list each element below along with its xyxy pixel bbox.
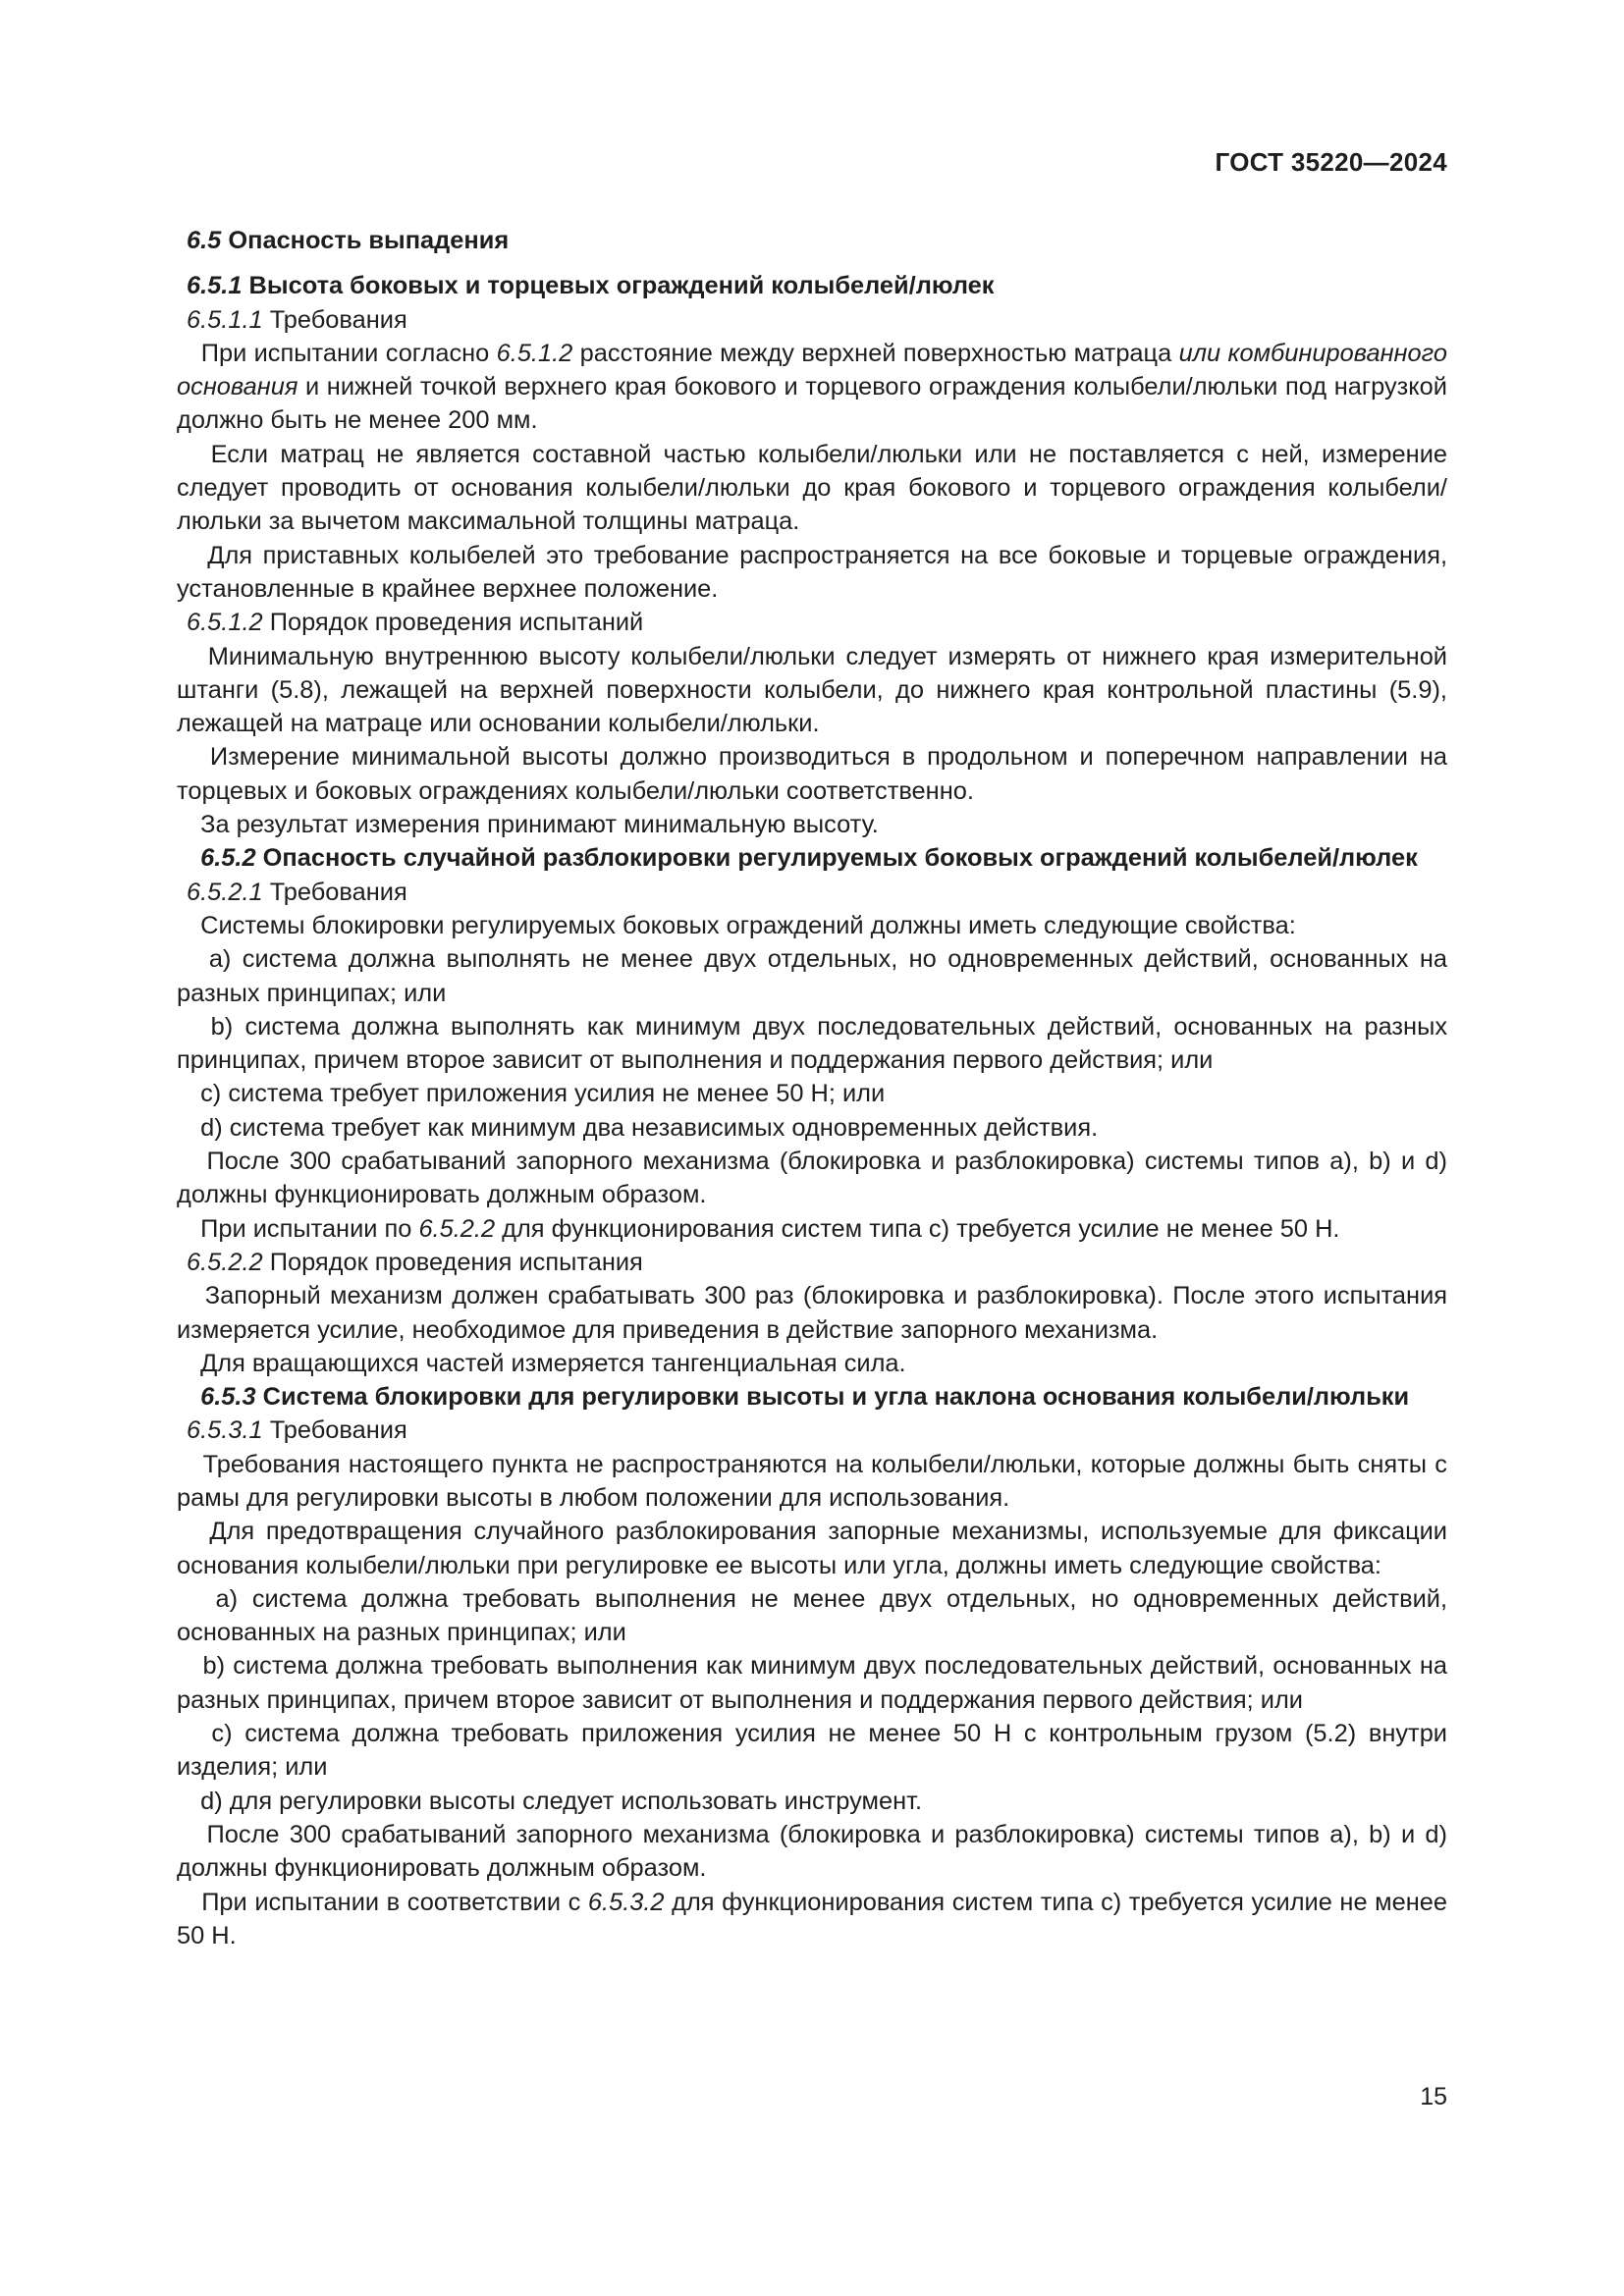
subsection-heading-6-5-2-1: 6.5.2.1 Требования [187,878,407,906]
list-item: а) система должна требовать выполнения не менее двух отдельных, но одновременных действий, основанных на разных принципах; или [177,1584,1448,1647]
page-number: 15 [1420,2083,1447,2110]
list-item: с) система требует приложения усилия не менее 50 Н; или [200,1080,886,1108]
paragraph: Минимальную внутреннюю высоту колыбели/люльки следует измерять от нижнего края измерительной штанги (5.8), лежащей на верхней поверхности колыбели, до нижнего края контрольной пластины (5.9), лежащей на матраце или основании колыбели/люльки. [177,642,1447,738]
subsection-heading-6-5-1-2: 6.5.1.2 Порядок проведения испытаний [187,609,644,637]
paragraph: Измерение минимальной высоты должно производиться в продольном и поперечном направлении на торцевых и боковых ограждениях колыбели/люльки соответственно. [177,743,1447,805]
paragraph: При испытании по 6.5.2.2 для функционирования систем типа с) требуется усилие не менее 50 Н. [200,1214,1340,1243]
paragraph: Запорный механизм должен срабатывать 300 раз (блокировка и разблокировка). После этого испытания измеряется усилие, необходимое для приведения в действие запорного механизма. [177,1282,1448,1344]
list-item: с) система должна требовать приложения усилия не менее 50 Н с контрольным грузом (5.2) внутри изделия; или [177,1720,1447,1782]
paragraph: За результат измерения принимают минимальную высоту. [200,811,879,839]
paragraph: После 300 срабатываний запорного механизма (блокировка и разблокировка) системы типов а), b) и d) должны функционировать должным образом. [177,1820,1447,1883]
subsection-heading-6-5-2-2: 6.5.2.2 Порядок проведения испытания [187,1248,643,1276]
paragraph: Для вращающихся частей измеряется тангенциальная сила. [200,1349,906,1377]
list-item: d) система требует как минимум два независимых одновременных действия. [200,1113,1099,1142]
section-heading-6-5-3: 6.5.3 Система блокировки для регулировки высоты и угла наклона основания колыбели/люльки [200,1383,1410,1412]
list-item: d) для регулировки высоты следует использовать инструмент. [200,1787,922,1815]
paragraph: Для приставных колыбелей это требование распространяется на все боковые и торцевые ограждения, установленные в крайнее верхнее положение. [177,541,1448,603]
paragraph: При испытании согласно 6.5.1.2 расстояние между верхней поверхностью матраца или комбинированного основания и нижней точкой верхнего края бокового и торцевого ограждения колыбели/люльки под нагрузкой должно быть не менее 200 мм. [177,339,1447,435]
subsection-heading-6-5-1-1: 6.5.1.1 Требования [187,305,407,334]
subsection-heading-6-5-3-1: 6.5.3.1 Требования [187,1416,407,1445]
paragraph: При испытании в соответствии с 6.5.3.2 для функционирования систем типа с) требуется усилие не менее 50 Н. [177,1888,1448,1949]
section-heading-6-5: 6.5 Опасность выпадения [187,227,510,254]
list-item: b) система должна выполнять как минимум двух последовательных действий, основанных на разных принципах, причем второе зависит от выполнения и поддержания первого действия; или [177,1012,1448,1075]
paragraph: Требования настоящего пункта не распространяются на колыбели/люльки, которые должны быть сняты с рамы для регулировки высоты в любом положении для использования. [177,1450,1448,1512]
section-heading-6-5-2: 6.5.2 Опасность случайной разблокировки регулируемых боковых ограждений колыбелей/люлек [200,844,1418,873]
paragraph: Системы блокировки регулируемых боковых ограждений должны иметь следующие свойства: [200,911,1296,939]
paragraph: Если матрац не является составной частью колыбели/люльки или не поставляется с ней, измерение следует проводить от основания колыбели/люльки до края бокового и торцевого ограждения колыбели/люльки за вычетом максимальной толщины матраца. [177,440,1447,536]
paragraph: Для предотвращения случайного разблокирования запорные механизмы, используемые для фиксации основания колыбели/люльки при регулировке ее высоты или угла, должны иметь следующие свойства: [177,1518,1447,1579]
list-item: а) система должна выполнять не менее двух отдельных, но одновременных действий, основанных на разных принципах; или [177,945,1447,1007]
standard-designation: ГОСТ 35220—2024 [1215,147,1447,177]
paragraph: После 300 срабатываний запорного механизма (блокировка и разблокировка) системы типов а), b) и d) должны функционировать должным образом. [177,1148,1447,1209]
section-heading-6-5-1: 6.5.1 Высота боковых и торцевых ограждений колыбелей/люлек [187,272,995,300]
document-body [177,224,1447,1952]
list-item: b) система должна требовать выполнения как минимум двух последовательных действий, основанных на разных принципах, причем второе зависит от выполнения и поддержания первого действия; или [177,1652,1447,1714]
